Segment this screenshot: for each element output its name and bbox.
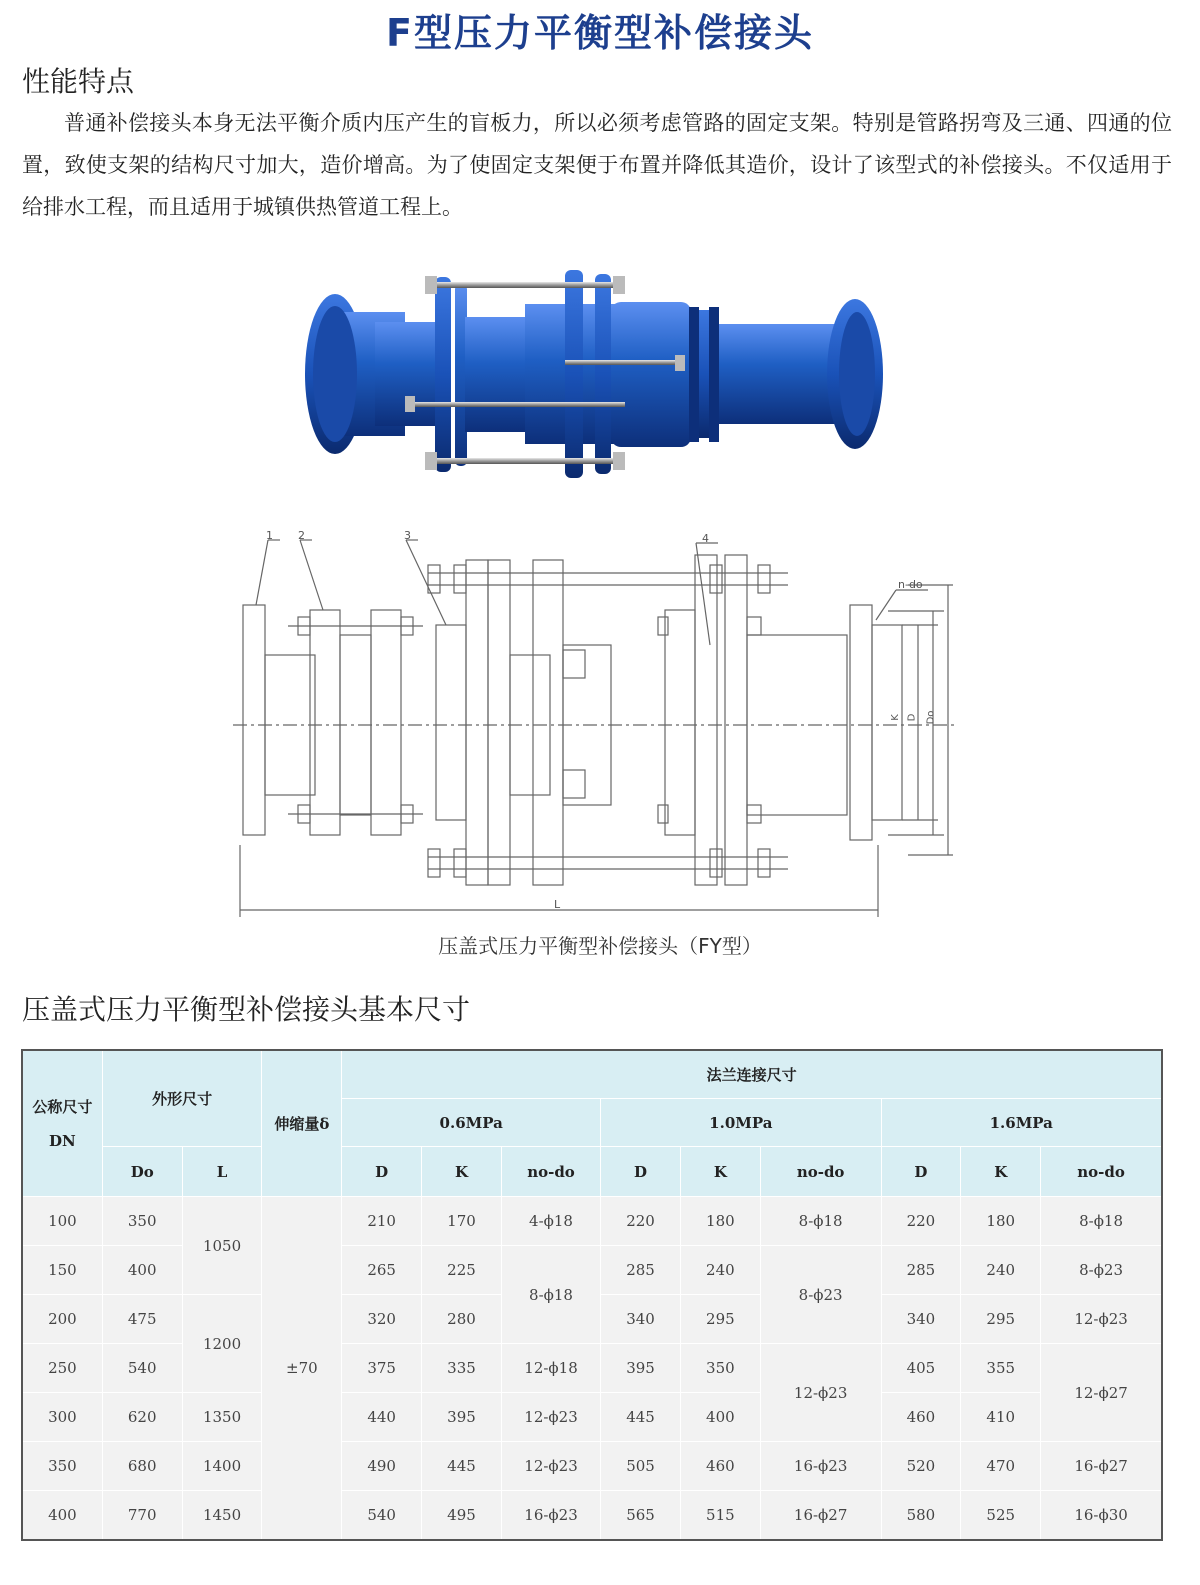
callout-2: 2 [298, 529, 305, 542]
cell-l: 1450 [182, 1491, 262, 1540]
cell-k16: 240 [961, 1246, 1041, 1295]
table-row [23, 1491, 1162, 1540]
cell-do: 475 [102, 1295, 182, 1344]
cell-nodo06: 8-ϕ18 [501, 1246, 600, 1344]
table-row [23, 1393, 1162, 1442]
cell-nodo16: 12-ϕ23 [1041, 1295, 1162, 1344]
cell-d10: 565 [601, 1491, 681, 1540]
cell-nodo10: 16-ϕ23 [760, 1442, 881, 1491]
cell-d06: 265 [342, 1246, 422, 1295]
cell-d16: 520 [881, 1442, 961, 1491]
cell-d06: 490 [342, 1442, 422, 1491]
cell-k10: 240 [680, 1246, 760, 1295]
cell-k16: 295 [961, 1295, 1041, 1344]
cell-k16: 355 [961, 1344, 1041, 1393]
drawing-caption: 压盖式压力平衡型补偿接头（FY型） [438, 934, 762, 958]
cell-k16: 180 [961, 1197, 1041, 1246]
cell-k06: 170 [422, 1197, 502, 1246]
cell-d16: 460 [881, 1393, 961, 1442]
callout-1: 1 [266, 529, 273, 542]
cell-k10: 350 [680, 1344, 760, 1393]
label-k: K [889, 714, 901, 721]
label-d: D [906, 713, 918, 722]
cell-k16: 410 [961, 1393, 1041, 1442]
header-nodo-06: no-do [501, 1147, 600, 1197]
header-l: L [182, 1147, 262, 1197]
header-outer: 外形尺寸 [102, 1051, 262, 1147]
cell-do: 680 [102, 1442, 182, 1491]
features-paragraph: 普通补偿接头本身无法平衡介质内压产生的盲板力，所以必须考虑管路的固定支架。特别是管路拐弯及三通、四通的位置，致使支架的结构尺寸加大，造价增高。为了使固定支架便于布置并降低其造价，设计了该型式的补偿接头。不仅适用于给排水工程，而且适用于城镇供热管道工程上。 [22, 111, 1172, 219]
cell-k06: 225 [422, 1246, 502, 1295]
header-d-10: D [601, 1147, 681, 1197]
cell-d16: 405 [881, 1344, 961, 1393]
cell-do: 540 [102, 1344, 182, 1393]
cell-d16: 285 [881, 1246, 961, 1295]
label-do: Do [925, 710, 937, 725]
cell-k06: 280 [422, 1295, 502, 1344]
cell-nodo16: 16-ϕ30 [1041, 1491, 1162, 1540]
header-d-06: D [342, 1147, 422, 1197]
cell-nodo10: 12-ϕ23 [760, 1344, 881, 1442]
cell-nodo10: 16-ϕ27 [760, 1491, 881, 1540]
cell-d10: 285 [601, 1246, 681, 1295]
header-d-16: D [881, 1147, 961, 1197]
cell-do: 350 [102, 1197, 182, 1246]
cell-k06: 445 [422, 1442, 502, 1491]
cell-nodo06: 12-ϕ23 [501, 1393, 600, 1442]
cell-nodo16: 12-ϕ27 [1041, 1344, 1162, 1442]
header-flange: 法兰连接尺寸 [342, 1051, 1162, 1099]
cell-dn: 100 [23, 1197, 103, 1246]
cell-d10: 505 [601, 1442, 681, 1491]
header-do: Do [102, 1147, 182, 1197]
cell-nodo16: 8-ϕ23 [1041, 1246, 1162, 1295]
cell-l: 1400 [182, 1442, 262, 1491]
cell-d06: 320 [342, 1295, 422, 1344]
header-p16: 1.6MPa [881, 1099, 1161, 1147]
cell-nodo10: 8-ϕ23 [760, 1246, 881, 1344]
cell-d10: 340 [601, 1295, 681, 1344]
cell-nodo16: 8-ϕ18 [1041, 1197, 1162, 1246]
table-heading: 压盖式压力平衡型补偿接头基本尺寸 [22, 993, 471, 1026]
cell-do: 400 [102, 1246, 182, 1295]
technical-drawing [228, 525, 963, 925]
cell-k10: 460 [680, 1442, 760, 1491]
callout-3: 3 [404, 529, 411, 542]
header-stroke: 伸缩量δ [262, 1051, 342, 1197]
cell-k06: 395 [422, 1393, 502, 1442]
cell-nodo16: 16-ϕ27 [1041, 1442, 1162, 1491]
cell-dn: 150 [23, 1246, 103, 1295]
cell-d06: 440 [342, 1393, 422, 1442]
label-n-do: n-do [898, 578, 923, 591]
callout-4: 4 [702, 532, 709, 545]
cell-k10: 515 [680, 1491, 760, 1540]
cell-d06: 540 [342, 1491, 422, 1540]
label-l: L [554, 898, 561, 911]
cell-d06: 210 [342, 1197, 422, 1246]
cell-k06: 335 [422, 1344, 502, 1393]
cell-dn: 300 [23, 1393, 103, 1442]
cell-d16: 220 [881, 1197, 961, 1246]
cell-d16: 580 [881, 1491, 961, 1540]
cell-stroke: ±70 [262, 1197, 342, 1540]
header-nodo-10: no-do [760, 1147, 881, 1197]
features-heading: 性能特点 [22, 65, 135, 98]
dimension-table [22, 1050, 1162, 1540]
product-photo [295, 262, 905, 487]
header-nodo-16: no-do [1041, 1147, 1162, 1197]
cell-d10: 445 [601, 1393, 681, 1442]
cell-d10: 395 [601, 1344, 681, 1393]
cell-nodo06: 12-ϕ23 [501, 1442, 600, 1491]
cell-k10: 295 [680, 1295, 760, 1344]
cell-do: 620 [102, 1393, 182, 1442]
cell-do: 770 [102, 1491, 182, 1540]
header-dn: 公称尺寸DN [23, 1051, 103, 1197]
cell-dn: 400 [23, 1491, 103, 1540]
cell-dn: 350 [23, 1442, 103, 1491]
cell-k16: 470 [961, 1442, 1041, 1491]
cell-l: 1200 [182, 1295, 262, 1393]
cell-k10: 180 [680, 1197, 760, 1246]
cell-k16: 525 [961, 1491, 1041, 1540]
cell-l: 1350 [182, 1393, 262, 1442]
header-p06: 0.6MPa [342, 1099, 601, 1147]
header-k-16: K [961, 1147, 1041, 1197]
cell-dn: 200 [23, 1295, 103, 1344]
cell-d06: 375 [342, 1344, 422, 1393]
cell-dn: 250 [23, 1344, 103, 1393]
cell-d10: 220 [601, 1197, 681, 1246]
cell-k06: 495 [422, 1491, 502, 1540]
cell-nodo10: 8-ϕ18 [760, 1197, 881, 1246]
header-k-06: K [422, 1147, 502, 1197]
table-row [23, 1197, 1162, 1246]
cell-nodo06: 4-ϕ18 [501, 1197, 600, 1246]
cell-nodo06: 16-ϕ23 [501, 1491, 600, 1540]
cell-l: 1050 [182, 1197, 262, 1295]
header-k-10: K [680, 1147, 760, 1197]
cell-nodo06: 12-ϕ18 [501, 1344, 600, 1393]
page-title: F型压力平衡型补偿接头 [386, 11, 814, 55]
cell-d16: 340 [881, 1295, 961, 1344]
table-row [23, 1442, 1162, 1491]
header-p10: 1.0MPa [601, 1099, 881, 1147]
cell-k10: 400 [680, 1393, 760, 1442]
